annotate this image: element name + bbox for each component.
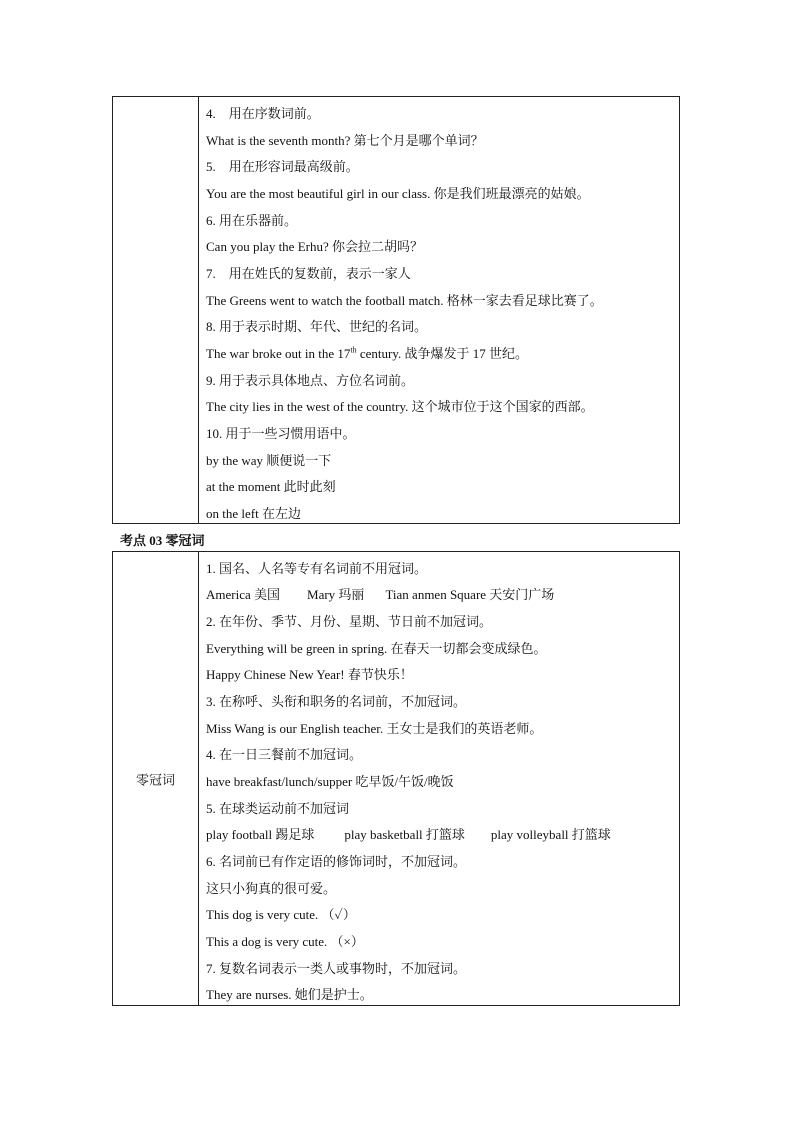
- table-content-cell: [199, 552, 679, 1005]
- example-6c: This a dog is very cute. （×）: [206, 934, 364, 949]
- idiom-2: at the moment 此时此刻: [206, 479, 336, 494]
- rule-3: 3. 在称呼、头衔和职务的名词前，不加冠词。: [206, 694, 467, 709]
- example-8-rest: century. 战争爆发于 17 世纪。: [356, 346, 529, 361]
- example-5a: play football 踢足球: [206, 827, 315, 842]
- table-content-cell: [199, 97, 679, 523]
- rule-5: 5. 在球类运动前不加冠词: [206, 801, 350, 816]
- ordinal-suffix: th: [350, 345, 357, 355]
- example-2a: Everything will be green in spring. 在春天一切都会变成绿色。: [206, 641, 547, 656]
- idiom-3: on the left 在左边: [206, 506, 301, 521]
- example-1a: America 美国: [206, 587, 281, 602]
- example-6a: 这只小狗真的很可爱。: [206, 881, 337, 896]
- example-5: [206, 827, 611, 843]
- rule-7: 7. 复数名词表示一类人或事物时，不加冠词。: [206, 961, 467, 976]
- rule-5: 5. 用在形容词最高级前。: [206, 159, 359, 174]
- example-5: You are the most beautiful girl in our class. 你是我们班最漂亮的姑娘。: [206, 186, 590, 201]
- example-7: They are nurses. 她们是护士。: [206, 987, 373, 1002]
- rule-4: 4. 用在序数词前。: [206, 106, 320, 121]
- example-8: [206, 346, 528, 362]
- example-9: The city lies in the west of the country. 这个城市位于这个国家的西部。: [206, 399, 594, 414]
- section-heading: 考点 03 零冠词: [120, 533, 205, 548]
- example-6: Can you play the Erhu? 你会拉二胡吗？: [206, 239, 423, 254]
- example-5c: play volleyball 打篮球: [490, 827, 611, 842]
- table-label-cell: [113, 552, 199, 1005]
- example-4: What is the seventh month? 第七个月是哪个单词？: [206, 133, 484, 148]
- example-8-text: The war broke out in the 17: [206, 346, 351, 361]
- rule-6: 6. 用在乐器前。: [206, 213, 298, 228]
- rule-8: 8. 用于表示时期、年代、世纪的名词。: [206, 319, 428, 334]
- example-6b: This dog is very cute. （✓）: [206, 907, 356, 922]
- zero-article-label: 零冠词: [135, 772, 175, 787]
- rule-10: 10. 用于一些习惯用语中。: [206, 426, 356, 441]
- articles-usage-table: [112, 96, 680, 524]
- rule-1: 1. 国名、人名等专有名词前不用冠词。: [206, 561, 428, 576]
- example-1c: Tian anmen Square 天安门广场: [385, 587, 555, 602]
- rule-9: 9. 用于表示具体地点、方位名词前。: [206, 373, 415, 388]
- rule-2: 2. 在年份、季节、月份、星期、节日前不加冠词。: [206, 614, 493, 629]
- table-label-cell: [113, 97, 199, 523]
- rule-4: 4. 在一日三餐前不加冠词。: [206, 747, 363, 762]
- rule-7: 7. 用在姓氏的复数前，表示一家人: [206, 266, 411, 281]
- example-5b: play basketball 打篮球: [344, 827, 465, 842]
- example-4: have breakfast/lunch/supper 吃早饭/午饭/晚饭: [206, 774, 454, 789]
- rule-6: 6. 名词前已有作定语的修饰词时，不加冠词。: [206, 854, 467, 869]
- example-2b: Happy Chinese New Year! 春节快乐！: [206, 667, 413, 682]
- example-1b: Mary 玛丽: [307, 587, 365, 602]
- zero-article-table: [112, 551, 680, 1006]
- example-1: [206, 587, 554, 603]
- idiom-1: by the way 顺便说一下: [206, 453, 332, 468]
- example-7: The Greens went to watch the football match. 格林一家去看足球比赛了。: [206, 293, 603, 308]
- example-3: Miss Wang is our English teacher. 王女士是我们的英语老师。: [206, 721, 543, 736]
